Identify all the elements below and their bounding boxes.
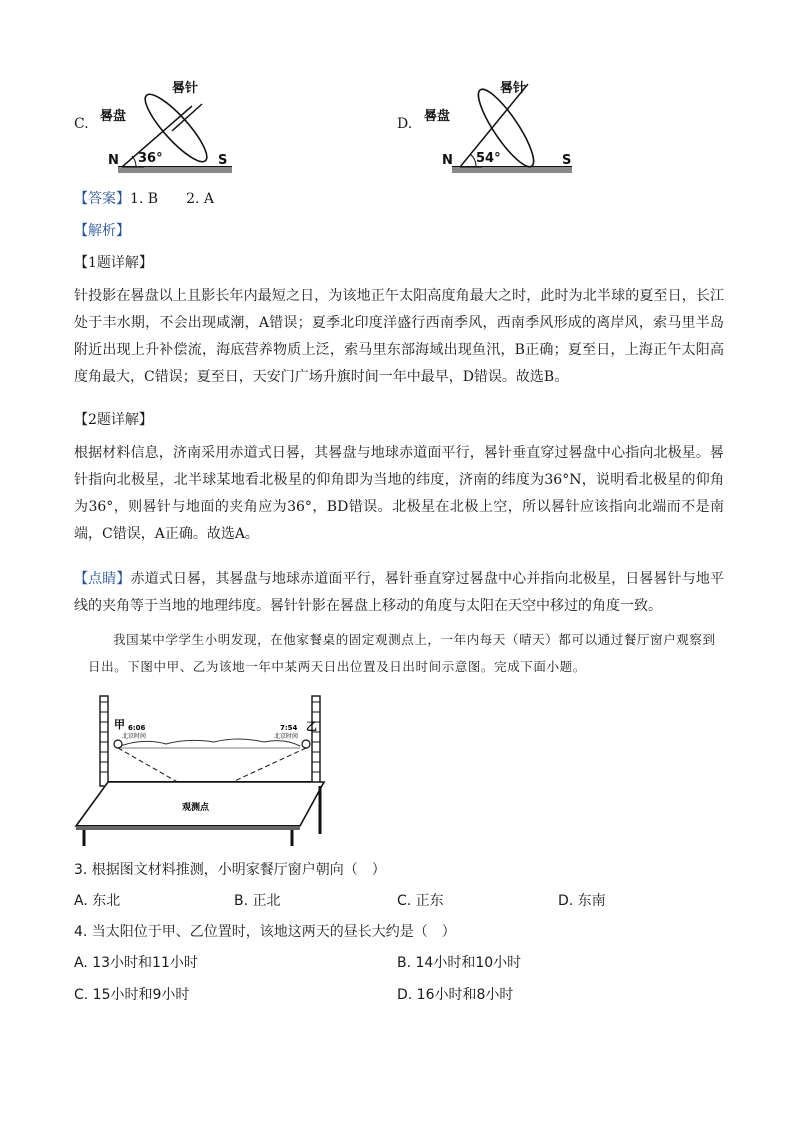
yi-label: 乙	[306, 720, 317, 733]
question-3-option-b[interactable]: B. 正北	[234, 893, 281, 909]
south-label-d: S	[562, 153, 572, 168]
north-label-d: N	[442, 153, 453, 168]
angle-label-d: 54°	[476, 151, 501, 166]
question-3-option-a[interactable]: A. 东北	[74, 893, 121, 909]
q2-heading: 【2题详解】	[74, 412, 153, 428]
dial-label-d: 晷盘	[424, 109, 451, 124]
q1-explanation: 针投影在晷盘以上且影长年内最短之日，为该地正午太阳高度角最大之时，此时为北半球的夏至日，长江处于丰水期，不会出现咸潮，A错误；夏季北印度洋盛行西南季风，西南季风形成的离岸风，索马里半岛附近出现上升补偿流，海底营养物质上泛，索马里东部海域出现鱼汛，B正确；夏至日，上海正午太阳高度角最大，C错误；夏至日，天安门广场升旗时间一年中最早，D错误。故选B。	[74, 288, 724, 385]
comment-paragraph	[74, 566, 724, 620]
comment-tag: 【点睛】	[74, 571, 131, 587]
dial-label-c: 晷盘	[100, 109, 127, 124]
yi-time: 7:54	[280, 724, 298, 732]
needle-label-c: 晷针	[172, 81, 199, 96]
answer-text: 1. B 2. A	[130, 191, 215, 207]
question-4-option-b[interactable]: B. 14小时和10小时	[397, 955, 522, 971]
analysis-line	[74, 220, 130, 240]
option-c-letter: C.	[74, 116, 89, 132]
sun-jia-icon	[114, 740, 122, 748]
option-d-letter: D.	[397, 116, 413, 132]
question-4-option-d[interactable]: D. 16小时和8小时	[397, 987, 514, 1003]
window-sunrise-figure	[74, 692, 334, 848]
question-3-option-d[interactable]: D. 东南	[558, 893, 606, 909]
jia-time-label: 北京时间	[122, 733, 147, 740]
south-label-c: S	[218, 153, 228, 168]
observation-point-label: 观测点	[182, 803, 210, 813]
jia-time: 6:06	[128, 724, 146, 732]
angle-label-c: 36°	[138, 151, 163, 166]
needle-label-d: 晷针	[500, 81, 527, 96]
sun-yi-icon	[302, 740, 310, 748]
question-4-stem: 4. 当太阳位于甲、乙位置时，该地这两天的昼长大约是（ ）	[74, 924, 456, 940]
answer-tag: 【答案】	[74, 191, 130, 207]
question-4-option-a[interactable]: A. 13小时和11小时	[74, 955, 198, 971]
q2-explanation: 根据材料信息，济南采用赤道式日晷，其晷盘与地球赤道面平行，晷针垂直穿过晷盘中心指向北极星。晷针指向北极星，北半球某地看北极星的仰角即为当地的纬度，济南的纬度为36°N，说明看北极星的仰角为36°，则晷针与地面的夹角应为36°，BD错误。北极星在北极上空，所以晷针应该指向北端而不是南端，C错误，A正确。故选A。	[74, 445, 724, 542]
yi-time-label: 北京时间	[274, 733, 299, 740]
question-3-stem: 3. 根据图文材料推测，小明家餐厅窗户朝向（ ）	[74, 862, 386, 878]
north-label-c: N	[108, 153, 119, 168]
question-3-option-c[interactable]: C. 正东	[397, 893, 444, 909]
q1-heading: 【1题详解】	[74, 255, 153, 271]
analysis-tag: 【解析】	[74, 223, 130, 239]
comment-text: 赤道式日晷，其晷盘与地球赤道面平行，晷针垂直穿过晷盘中心并指向北极星，日晷晷针与地平线的夹角等于当地的地理纬度。晷针针影在晷盘上移动的角度与太阳在天空中移过的角度一致。	[74, 571, 725, 614]
question-4-option-c[interactable]: C. 15小时和9小时	[74, 987, 190, 1003]
jia-label: 甲	[114, 718, 125, 731]
sundial-figure-d	[422, 76, 582, 176]
answer-line	[74, 188, 214, 208]
sundial-figure-c	[96, 76, 246, 176]
question-stem: 我国某中学学生小明发现，在他家餐桌的固定观测点上，一年内每天（晴天）都可以通过餐厅窗户观察到日出。下图中甲、乙为该地一年中某两天日出位置及日出时间示意图。完成下面小题。	[88, 632, 716, 674]
